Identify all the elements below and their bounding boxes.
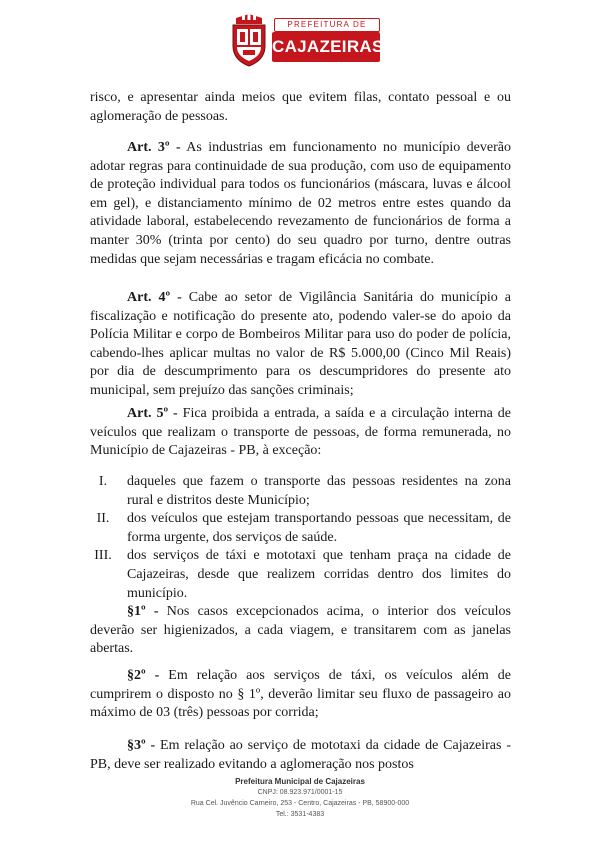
paragraph-text: Em relação ao serviço de mototaxi da cidade de Cajazeiras - PB, deve ser realizado evitando a aglomeração nos postos — [90, 738, 511, 772]
article-label: Art. 4º - — [127, 290, 182, 305]
article-text: Cabe ao setor de Vigilância Sanitária do município a fiscalização e notificação do presente ato, podendo valer-se do apoio da Polícia Militar e corpo de Bombeiros Militar para uso do poder de polícia, cabendo-lhes aplicar multas no valor de R$ 5.000,00 (Cinco Mil Reais) por dia de descumprimento para os descumpridores do presente ato municipal, sem prejuízo das sanções criminais; — [90, 290, 511, 398]
logo-city-name: CAJAZEIRAS — [272, 32, 380, 62]
exception-list — [90, 473, 511, 603]
list-item-text: daqueles que fazem o transporte das pessoas residentes na zona rural e distritos deste Município; — [127, 474, 511, 508]
article-text: As industrias em funcionamento no município deverão adotar regras para continuidade de sua produção, com uso de equipamento de proteção individual para todos os funcionários (máscara, luvas e álcool em gel), e distanciamento mínimo de 02 metros entre estes quando da atividade laboral, estabelecendo revezamento de funcionários de forma a manter 30% (trinta por cento) do seu quadro por turno, dentre outras medidas que sejam necessárias e tragam eficácia no combate. — [90, 140, 511, 267]
logo-prefix-text: PREFEITURA DE — [274, 18, 380, 32]
article-3 — [90, 139, 511, 269]
footer-cnpj: CNPJ: 08.923.971/0001-15 — [257, 789, 343, 796]
list-item — [90, 473, 511, 510]
footer-title: Prefeitura Municipal de Cajazeiras — [235, 777, 365, 786]
paragraph-3 — [90, 737, 511, 774]
list-item-number: I. — [98, 474, 108, 489]
list-item-number: III. — [94, 548, 112, 564]
footer-address: Rua Cel. Juvêncio Carneiro, 253 - Centro, Cajazeiras - PB, 58900-000 — [190, 800, 410, 807]
list-item-text: dos serviços de táxi e mototaxi que tenham praça na cidade de Cajazeiras, desde que realizem corridas dentro dos limites do município. — [127, 548, 511, 601]
paragraph-text: Em relação aos serviços de táxi, os veículos além de cumprirem o disposto no § 1º, deverão limitar seu fluxo de passageiro ao máximo de 03 (três) pessoas por corrida; — [90, 668, 511, 721]
city-crest-icon — [228, 14, 270, 68]
paragraph-text: risco, e apresentar ainda meios que evitem filas, contato pessoal e ou aglomeração de pessoas. — [90, 90, 511, 124]
article-4 — [90, 289, 511, 401]
page-footer — [150, 776, 450, 820]
paragraph-text: Nos casos excepcionados acima, o interior dos veículos deverão ser higienizados, a cada viagem, e transitarem com as janelas abertas. — [90, 604, 511, 657]
article-label: Art. 5º - — [127, 406, 178, 421]
paragraph-2 — [90, 667, 511, 723]
list-item-number: II. — [96, 511, 110, 527]
paragraph-1 — [90, 603, 511, 659]
list-item-text: dos veículos que estejam transportando pessoas que necessitam, de forma urgente, dos serviços de saúde. — [127, 511, 511, 545]
prefeitura-logo — [228, 14, 384, 70]
paragraph-label: §3º - — [127, 738, 156, 753]
article-text: Fica proibida a entrada, a saída e a circulação interna de veículos que realizam o transporte de pessoas, de forma remunerada, no Município de Cajazeiras - PB, à exceção: — [90, 406, 511, 459]
article-5 — [90, 405, 511, 461]
list-item — [90, 547, 511, 603]
paragraph-label: §1º - — [127, 604, 159, 619]
list-item — [90, 510, 511, 547]
footer-phone: Tel.: 3531-4383 — [275, 811, 325, 818]
paragraph-label: §2º - — [127, 668, 160, 683]
article-label: Art. 3º - — [127, 140, 181, 155]
paragraph-continuation — [90, 89, 511, 126]
